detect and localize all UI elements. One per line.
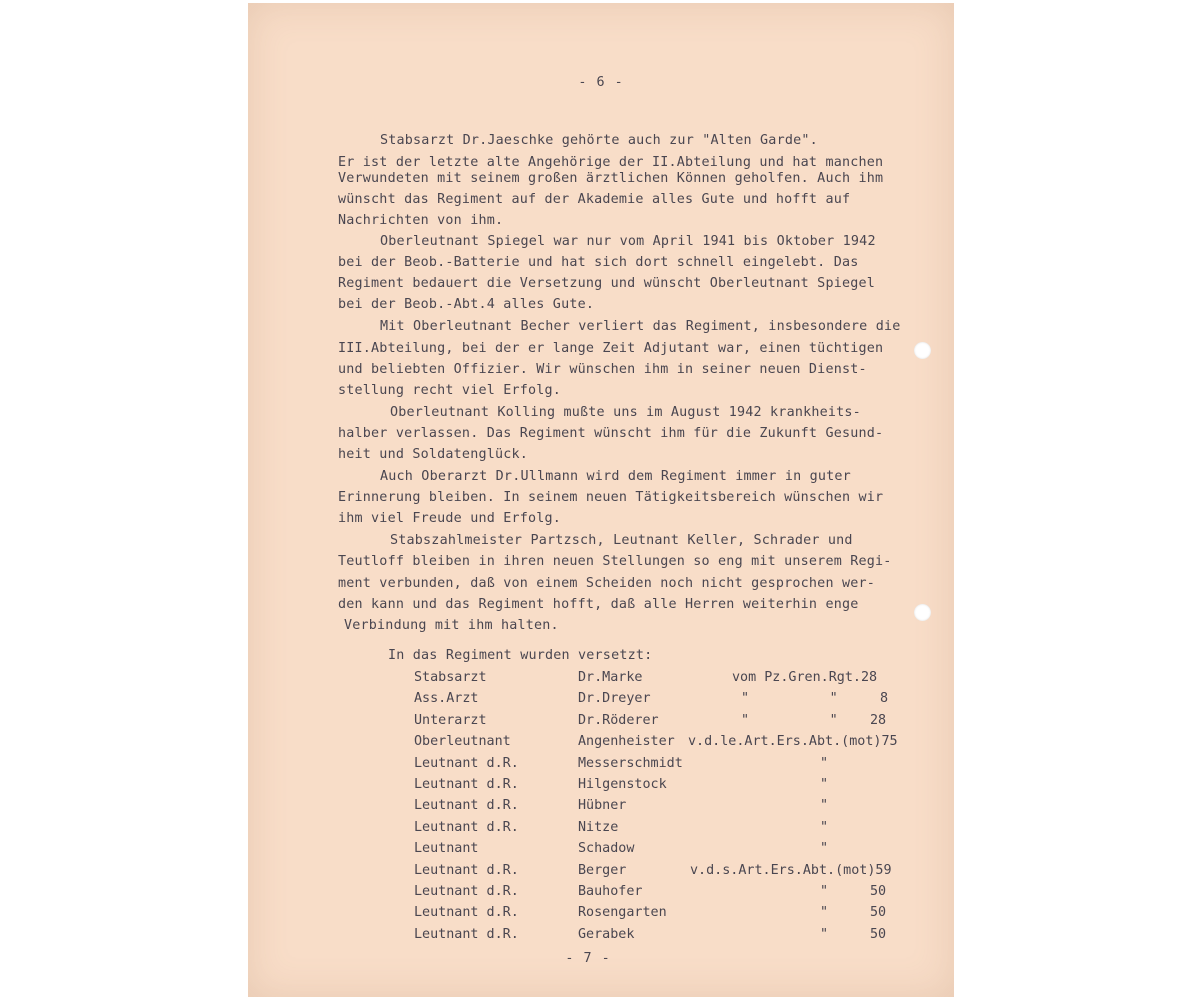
- text-line: halber verlassen. Das Regiment wünscht ihm für die Zukunft Gesund-: [338, 426, 884, 441]
- transfer-heading: In das Regiment wurden versetzt:: [388, 648, 653, 663]
- transfer-rank: Stabsarzt: [414, 670, 487, 685]
- transfer-rank: Unterarzt: [414, 712, 487, 728]
- transfer-unit: ": [820, 777, 829, 792]
- punch-hole: [914, 604, 931, 621]
- transfer-number: 28: [870, 712, 887, 728]
- transfer-rank: Leutnant d.R.: [414, 862, 519, 878]
- transfer-rank: Leutnant d.R.: [414, 884, 519, 899]
- text-line: den kann und das Regiment hofft, daß alle Herren weiterhin enge: [338, 597, 859, 612]
- page-number-top: - 6 -: [578, 75, 624, 90]
- transfer-rank: Leutnant d.R.: [414, 777, 519, 792]
- text-line: Erinnerung bleiben. In seinem neuen Tätigkeitsbereich wünschen wir: [338, 490, 884, 505]
- transfer-rank: Oberleutnant: [414, 734, 511, 750]
- transfer-unit: " ": [741, 691, 838, 707]
- transfer-unit: ": [820, 841, 829, 857]
- transfer-rank: Leutnant d.R.: [414, 819, 519, 835]
- transfer-name: Bauhofer: [578, 884, 643, 899]
- transfer-unit: v.d.s.Art.Ers.Abt.(mot)59: [690, 862, 892, 878]
- text-line: Stabszahlmeister Partzsch, Leutnant Keller, Schrader und: [390, 533, 853, 548]
- text-line: heit und Soldatenglück.: [338, 447, 529, 462]
- transfer-name: Angenheister: [578, 734, 675, 750]
- text-line: Verbindung mit ihm halten.: [344, 618, 559, 633]
- text-line: bei der Beob.-Batterie und hat sich dort schnell eingelebt. Das: [338, 255, 859, 270]
- transfer-rank: Leutnant d.R.: [414, 905, 519, 921]
- transfer-number: 8: [880, 691, 889, 707]
- text-line: III.Abteilung, bei der er lange Zeit Adjutant war, einen tüchtigen: [338, 341, 884, 356]
- transfer-unit: ": [820, 819, 829, 835]
- transfer-number: 50: [870, 884, 887, 899]
- transfer-number: 50: [870, 926, 887, 942]
- transfer-name: Dr.Marke: [578, 670, 643, 685]
- text-line: Oberleutnant Spiegel war nur vom April 1941 bis Oktober 1942: [380, 234, 876, 249]
- punch-hole: [914, 342, 931, 359]
- transfer-name: Messerschmidt: [578, 755, 683, 771]
- text-line: bei der Beob.-Abt.4 alles Gute.: [338, 297, 595, 312]
- transfer-name: Hilgenstock: [578, 777, 667, 792]
- text-line: Mit Oberleutnant Becher verliert das Regiment, insbesondere die: [380, 319, 901, 334]
- transfer-number: 50: [870, 905, 887, 921]
- transfer-name: Hübner: [578, 798, 627, 814]
- transfer-name: Schadow: [578, 841, 635, 857]
- transfer-unit: ": [820, 884, 829, 899]
- text-line: ihm viel Freude und Erfolg.: [338, 511, 562, 526]
- page-number-bottom: - 7 -: [565, 951, 611, 966]
- transfer-unit: v.d.le.Art.Ers.Abt.(mot)75: [688, 734, 898, 750]
- transfer-unit: ": [820, 755, 829, 771]
- text-line: Regiment bedauert die Versetzung und wünscht Oberleutnant Spiegel: [338, 276, 876, 291]
- transfer-unit: ": [820, 905, 829, 921]
- transfer-name: Rosengarten: [578, 905, 667, 921]
- transfer-name: Nitze: [578, 819, 619, 835]
- text-line: Auch Oberarzt Dr.Ullmann wird dem Regiment immer in guter: [380, 469, 851, 484]
- text-line: Teutloff bleiben in ihren neuen Stellungen so eng mit unserem Regi-: [338, 554, 892, 569]
- transfer-name: Dr.Dreyer: [578, 691, 651, 707]
- transfer-rank: Leutnant d.R.: [414, 798, 519, 814]
- text-line: ment verbunden, daß von einem Scheiden noch nicht gesprochen wer-: [338, 576, 876, 591]
- transfer-rank: Leutnant: [414, 841, 479, 857]
- text-line: Oberleutnant Kolling mußte uns im August 1942 krankheits-: [390, 405, 861, 420]
- text-line: wünscht das Regiment auf der Akademie alles Gute und hofft auf: [338, 192, 851, 207]
- transfer-name: Berger: [578, 862, 627, 878]
- text-line: Nachrichten von ihm.: [338, 213, 504, 228]
- transfer-unit: " ": [741, 712, 838, 728]
- transfer-unit: vom Pz.Gren.Rgt.28: [732, 670, 878, 685]
- text-line: und beliebten Offizier. Wir wünschen ihm in seiner neuen Dienst-: [338, 362, 867, 377]
- transfer-rank: Leutnant d.R.: [414, 755, 519, 771]
- transfer-unit: ": [820, 798, 829, 814]
- text-line: Stabsarzt Dr.Jaeschke gehörte auch zur "Alten Garde".: [380, 133, 818, 148]
- text-line: Er ist der letzte alte Angehörige der II.Abteilung und hat manchen: [338, 155, 884, 170]
- transfer-unit: ": [820, 926, 829, 942]
- transfer-name: Dr.Röderer: [578, 712, 659, 728]
- text-line: Verwundeten mit seinem großen ärztlichen Können geholfen. Auch ihm: [338, 171, 884, 186]
- transfer-name: Gerabek: [578, 926, 635, 942]
- transfer-rank: Ass.Arzt: [414, 691, 479, 707]
- transfer-rank: Leutnant d.R.: [414, 926, 519, 942]
- text-line: stellung recht viel Erfolg.: [338, 383, 562, 398]
- document-page: [248, 3, 954, 997]
